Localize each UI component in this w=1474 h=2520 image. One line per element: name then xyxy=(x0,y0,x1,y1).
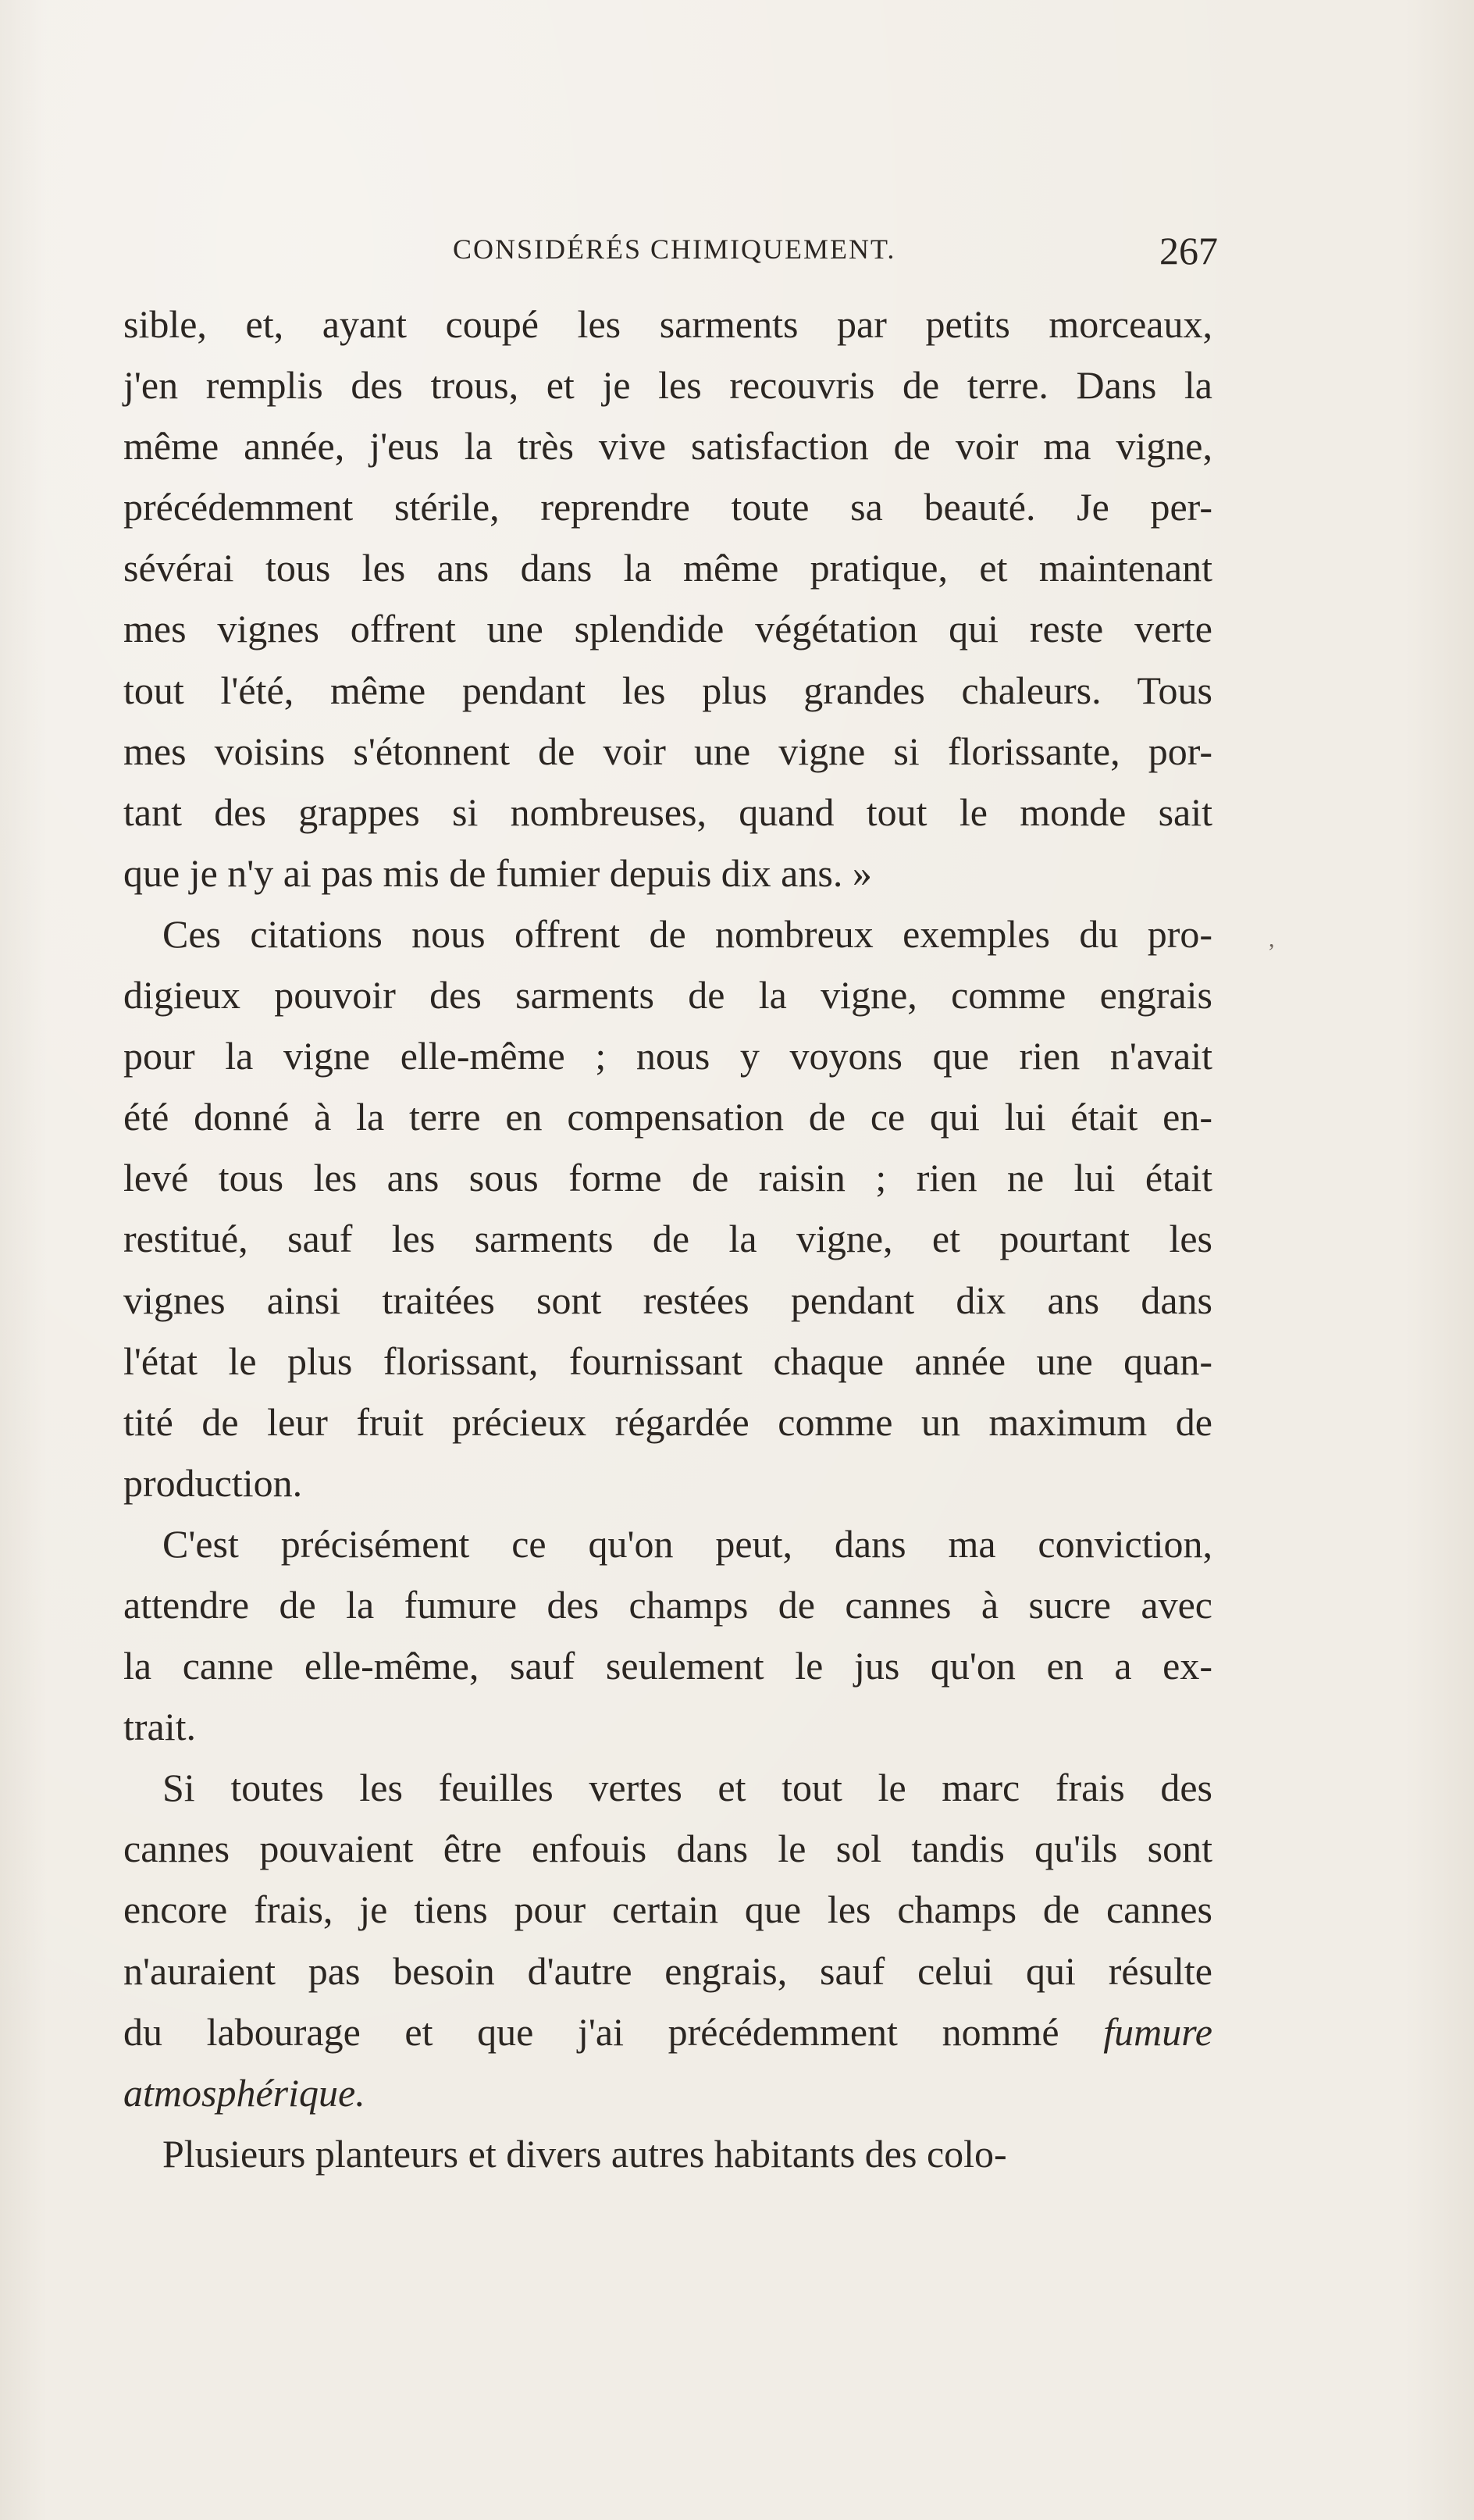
text-line: production. xyxy=(123,1460,303,1505)
italic-term: fumure xyxy=(1103,2009,1212,2054)
text-line: encore frais, je tiens pour certain que les champs de cannes xyxy=(123,1887,1212,1932)
text-line: même année, j'eus la très vive satisfaction de voir ma vigne, xyxy=(123,424,1212,469)
margin-mark: , xyxy=(1269,926,1275,952)
running-head xyxy=(453,228,1218,275)
text-line: Plusieurs planteurs et divers autres habitants des colo- xyxy=(162,2131,1007,2176)
text-line: tité de leur fruit précieux régardée comme un maximum de xyxy=(123,1399,1212,1444)
text-segment: du labourage et que j'ai précédemment nommé xyxy=(123,2009,1059,2054)
text-line: mes voisins s'étonnent de voir une vigne si florissante, por- xyxy=(123,729,1212,773)
text-line: l'état le plus florissant, fournissant chaque année une quan- xyxy=(123,1338,1212,1383)
running-title: CONSIDÉRÉS CHIMIQUEMENT. xyxy=(453,233,896,265)
text-line: n'auraient pas besoin d'autre engrais, sauf celui qui résulte xyxy=(123,1948,1212,1993)
text-line: j'en remplis des trous, et je les recouvris de terre. Dans la xyxy=(123,363,1212,408)
text-line: précédemment stérile, reprendre toute sa beauté. Je per- xyxy=(123,485,1212,529)
text-line: atmosphérique. xyxy=(123,2070,365,2115)
body-text xyxy=(123,294,1212,2184)
text-line: restitué, sauf les sarments de la vigne, et pourtant les xyxy=(123,1217,1212,1261)
text-line: Ces citations nous offrent de nombreux exemples du pro- xyxy=(162,911,1212,956)
text-line: trait. xyxy=(123,1705,197,1749)
text-line: C'est précisément ce qu'on peut, dans ma conviction, xyxy=(162,1521,1212,1566)
text-line: que je n'y ai pas mis de fumier depuis dix ans. » xyxy=(123,850,872,895)
text-line: cannes pouvaient être enfouis dans le sol tandis qu'ils sont xyxy=(123,1827,1212,1871)
text-line xyxy=(123,2001,1212,2062)
text-line: été donné à la terre en compensation de ce qui lui était en- xyxy=(123,1095,1212,1139)
text-line: vignes ainsi traitées sont restées pendant dix ans dans xyxy=(123,1278,1212,1322)
text-line: sévérai tous les ans dans la même pratique, et maintenant xyxy=(123,546,1212,590)
text-line: Si toutes les feuilles vertes et tout le marc frais des xyxy=(162,1766,1212,1810)
text-line: digieux pouvoir des sarments de la vigne, comme engrais xyxy=(123,973,1212,1018)
text-line: attendre de la fumure des champs de cannes à sucre avec xyxy=(123,1582,1212,1627)
text-line: tant des grappes si nombreuses, quand tout le monde sait xyxy=(123,790,1212,834)
page-number: 267 xyxy=(1159,229,1218,273)
text-line: la canne elle-même, sauf seulement le jus qu'on en a ex- xyxy=(123,1644,1212,1688)
text-line: mes vignes offrent une splendide végétation qui reste verte xyxy=(123,607,1212,651)
text-line: pour la vigne elle-même ; nous y voyons que rien n'avait xyxy=(123,1034,1212,1078)
text-line: tout l'été, même pendant les plus grandes chaleurs. Tous xyxy=(123,668,1212,712)
text-line: levé tous les ans sous forme de raisin ; rien ne lui était xyxy=(123,1156,1212,1200)
text-line: sible, et, ayant coupé les sarments par petits morceaux, xyxy=(123,302,1212,346)
